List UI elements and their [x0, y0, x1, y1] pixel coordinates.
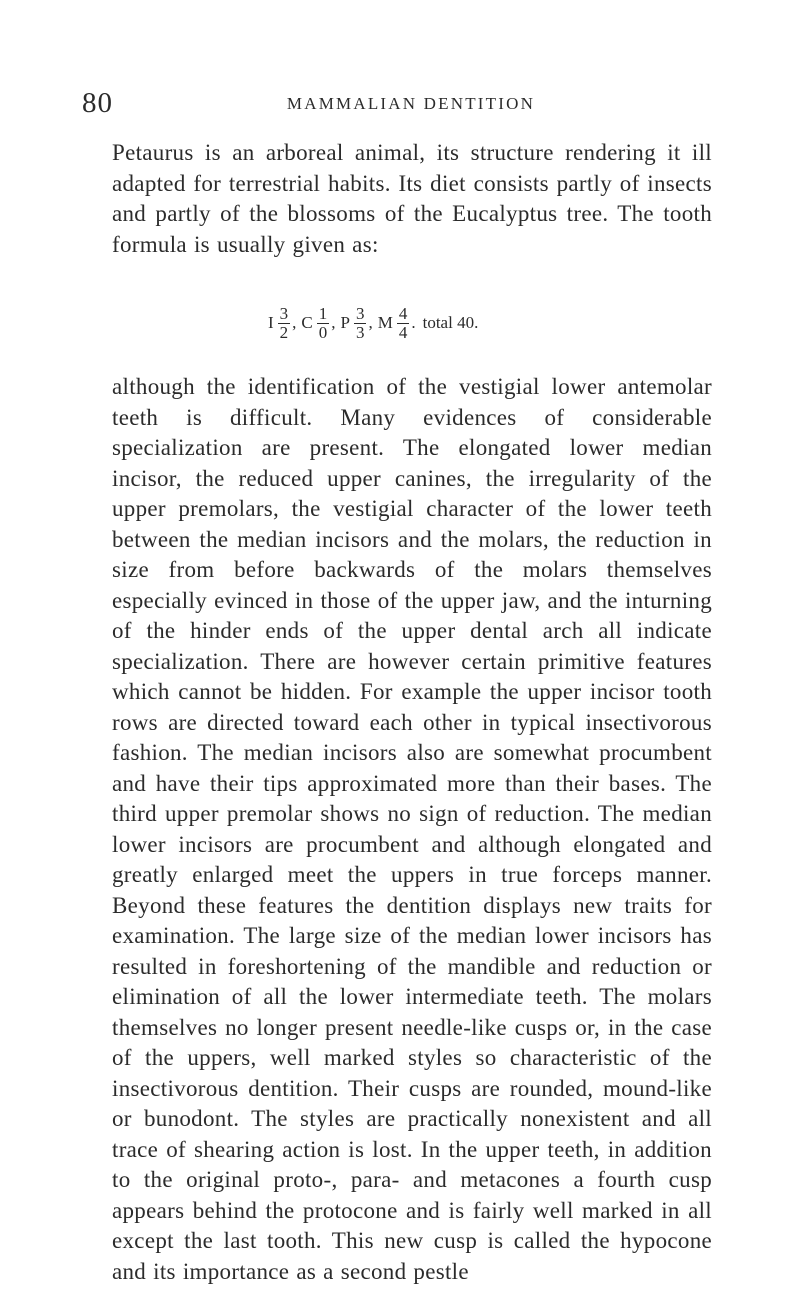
- fraction-lower: 2: [279, 322, 289, 342]
- formula-fraction: [278, 305, 291, 342]
- page-number: 80: [82, 87, 113, 119]
- page-header: [82, 88, 680, 118]
- formula-term-molars: [378, 305, 416, 342]
- formula-letter: I: [268, 313, 274, 332]
- fraction-lower: 3: [355, 322, 365, 342]
- formula-letter: M: [377, 313, 393, 332]
- formula-term-canines: [301, 305, 335, 342]
- formula-separator: ,: [292, 313, 297, 332]
- formula-total: total 40.: [422, 313, 479, 332]
- fraction-lower: 0: [318, 322, 328, 342]
- paragraph-body: although the identification of the vestigial lower antemolar teeth is difficult. Many evidences of considerable specialization are present. The elongated lower median incisor, the reduced upper canines, the irregularity of the upper premolars, the vestigial character of the lower teeth between the median incisors and the molars, the reduction in size from before backwards of the molars themselves especially evinced in those of the upper jaw, and the inturning of the hinder ends of the upper dental arch all indicate specialization. There are however certain primitive features which cannot be hidden. For example the upper incisor tooth rows are directed toward each other in typical insectivorous fashion. The median incisors also are somewhat procumbent and have their tips approximated more than their bases. The third upper premolar shows no sign of reduction. The median lower incisors are procumbent and although elongated and greatly enlarged meet the uppers in true forceps manner. Beyond these features the dentition displays new traits for examination. The large size of the median lower incisors has resulted in foreshortening of the mandible and reduction or elimination of all the lower intermediate teeth. The molars themselves no longer present needle-like cusps or, in the case of the uppers, well marked styles so characteristic of the insectivorous dentition. Their cusps are rounded, mound-like or bunodont. The styles are practically nonexistent and all trace of shearing action is lost. In the upper teeth, in addition to the original proto-, para- and metacones a fourth cusp appears behind the protocone and is fairly well marked in all except the last tooth. This new cusp is called the hypocone and its importance as a second pestle: [112, 374, 712, 1284]
- running-head: MAMMALIAN DENTITION: [286, 94, 536, 113]
- fraction-lower: 4: [398, 322, 408, 342]
- formula-term-incisors: [268, 305, 296, 342]
- fraction-upper: 1: [318, 303, 328, 323]
- formula-fraction: [397, 305, 410, 342]
- tooth-formula: [268, 292, 478, 354]
- fraction-upper: 4: [398, 303, 408, 323]
- formula-separator: .: [411, 313, 416, 332]
- formula-letter: C: [301, 313, 313, 332]
- paragraph-intro: Petaurus is an arboreal animal, its structure rendering it ill adapted for terrestrial habits. Its diet consists partly of insects and partly of the blossoms of the Eucalyptus tree. The tooth formula is usually given as:: [112, 140, 712, 257]
- formula-term-premolars: [341, 305, 373, 342]
- fraction-upper: 3: [279, 303, 289, 323]
- formula-fraction: [317, 305, 330, 342]
- formula-separator: ,: [331, 313, 336, 332]
- formula-letter: P: [340, 313, 350, 332]
- formula-separator: ,: [368, 313, 373, 332]
- formula-fraction: [354, 305, 367, 342]
- fraction-upper: 3: [355, 303, 365, 323]
